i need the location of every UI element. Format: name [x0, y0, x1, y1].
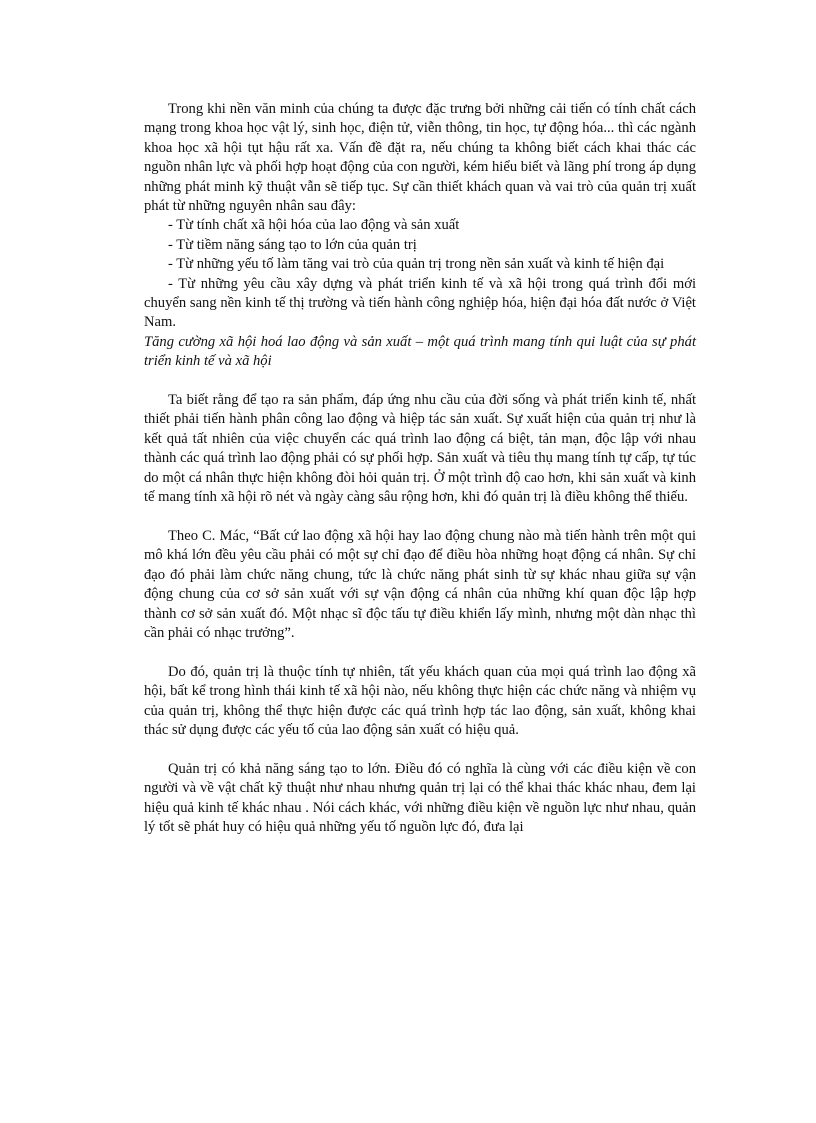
body-paragraph: Quản trị có khả năng sáng tạo to lớn. Điều đó có nghĩa là cùng với các điều kiện về con người và về vật chất kỹ thuật như nhau nhưng quản trị lại có thể khai thác khác nhau, đem lại hiệu quả kinh tế khác nhau . Nói cách khác, với những điều kiện về nguồn lực như nhau, quản lý tốt sẽ phát huy có hiệu quả những yếu tố nguồn lực đó, đưa lại	[144, 760, 696, 835]
intro-paragraph: Trong khi nền văn minh của chúng ta được đặc trưng bởi những cải tiến có tính chất cách mạng trong khoa học vật lý, sinh học, điện tử, viễn thông, tin học, tự động hóa... thì các ngành khoa học xã hội tụt hậu rất xa. Vấn đề đặt ra, nếu chúng ta không biết cách khai thác các nguồn nhân lực và phối hợp hoạt động của con người, kém hiểu biết và lãng phí trong áp dụng những phát minh kỹ thuật vẫn sẽ tiếp tục. Sự cần thiết khách quan và vai trò của quản trị xuất phát từ những nguyên nhân sau đây:	[144, 101, 696, 215]
bullet-item: - Từ tính chất xã hội hóa của lao động và sản xuất	[168, 217, 460, 234]
bullet-item: - Từ những yếu tố làm tăng vai trò của quản trị trong nền sản xuất và kinh tế hiện đại	[168, 256, 665, 273]
body-paragraph: Do đó, quản trị là thuộc tính tự nhiên, tất yếu khách quan của mọi quá trình lao động xã hội, bất kể trong hình thái kinh tế xã hội nào, nếu không thực hiện các chức năng và nhiệm vụ của quản trị, không thể thực hiện được các quá trình hợp tác lao động, sản xuất, không khai thác sử dụng được các yếu tố của lao động sản xuất có hiệu quả.	[144, 663, 696, 738]
document-page	[144, 100, 696, 837]
section-heading: Tăng cường xã hội hoá lao động và sản xuất – một quá trình mang tính qui luật của sự phát triển kinh tế và xã hội	[144, 333, 696, 370]
bullet-item: - Từ tiềm năng sáng tạo to lớn của quản trị	[168, 236, 417, 253]
body-paragraph: Theo C. Mác, “Bất cứ lao động xã hội hay lao động chung nào mà tiến hành trên một qui mô khá lớn đều yêu cầu phải có một sự chỉ đạo để điều hòa những hoạt động cá nhân. Sự chỉ đạo đó phải làm chức năng chung, tức là chức năng phát sinh từ sự khác nhau giữa sự vận động chung của cơ sở sản xuất với sự vận động cá nhân của những khí quan độc lập hợp thành cơ sở sản xuất đó. Một nhạc sĩ độc tấu tự điều khiển lấy mình, nhưng một dàn nhạc thì cần phải có nhạc trưởng”.	[144, 527, 696, 641]
bullet-item: - Từ những yêu cầu xây dựng và phát triển kinh tế và xã hội trong quá trình đổi mới chuyển sang nền kinh tế thị trường và tiến hành công nghiệp hóa, hiện đại hóa đất nước ở Việt Nam.	[144, 275, 696, 331]
body-paragraph: Ta biết rằng để tạo ra sản phẩm, đáp ứng nhu cầu của đời sống và phát triển kinh tế, nhất thiết phải tiến hành phân công lao động và hiệp tác sản xuất. Sự xuất hiện của quản trị như là kết quả tất nhiên của việc chuyển các quá trình lao động cá biệt, tản mạn, độc lập với nhau thành các quá trình lao động phải có sự phối hợp. Sản xuất và tiêu thụ mang tính tự cấp, tự túc do một cá nhân thực hiện không đòi hỏi quản trị. Ở một trình độ cao hơn, khi sản xuất và kinh tế mang tính xã hội rõ nét và ngày càng sâu rộng hơn, khi đó quản trị là điều không thể thiếu.	[144, 392, 696, 506]
